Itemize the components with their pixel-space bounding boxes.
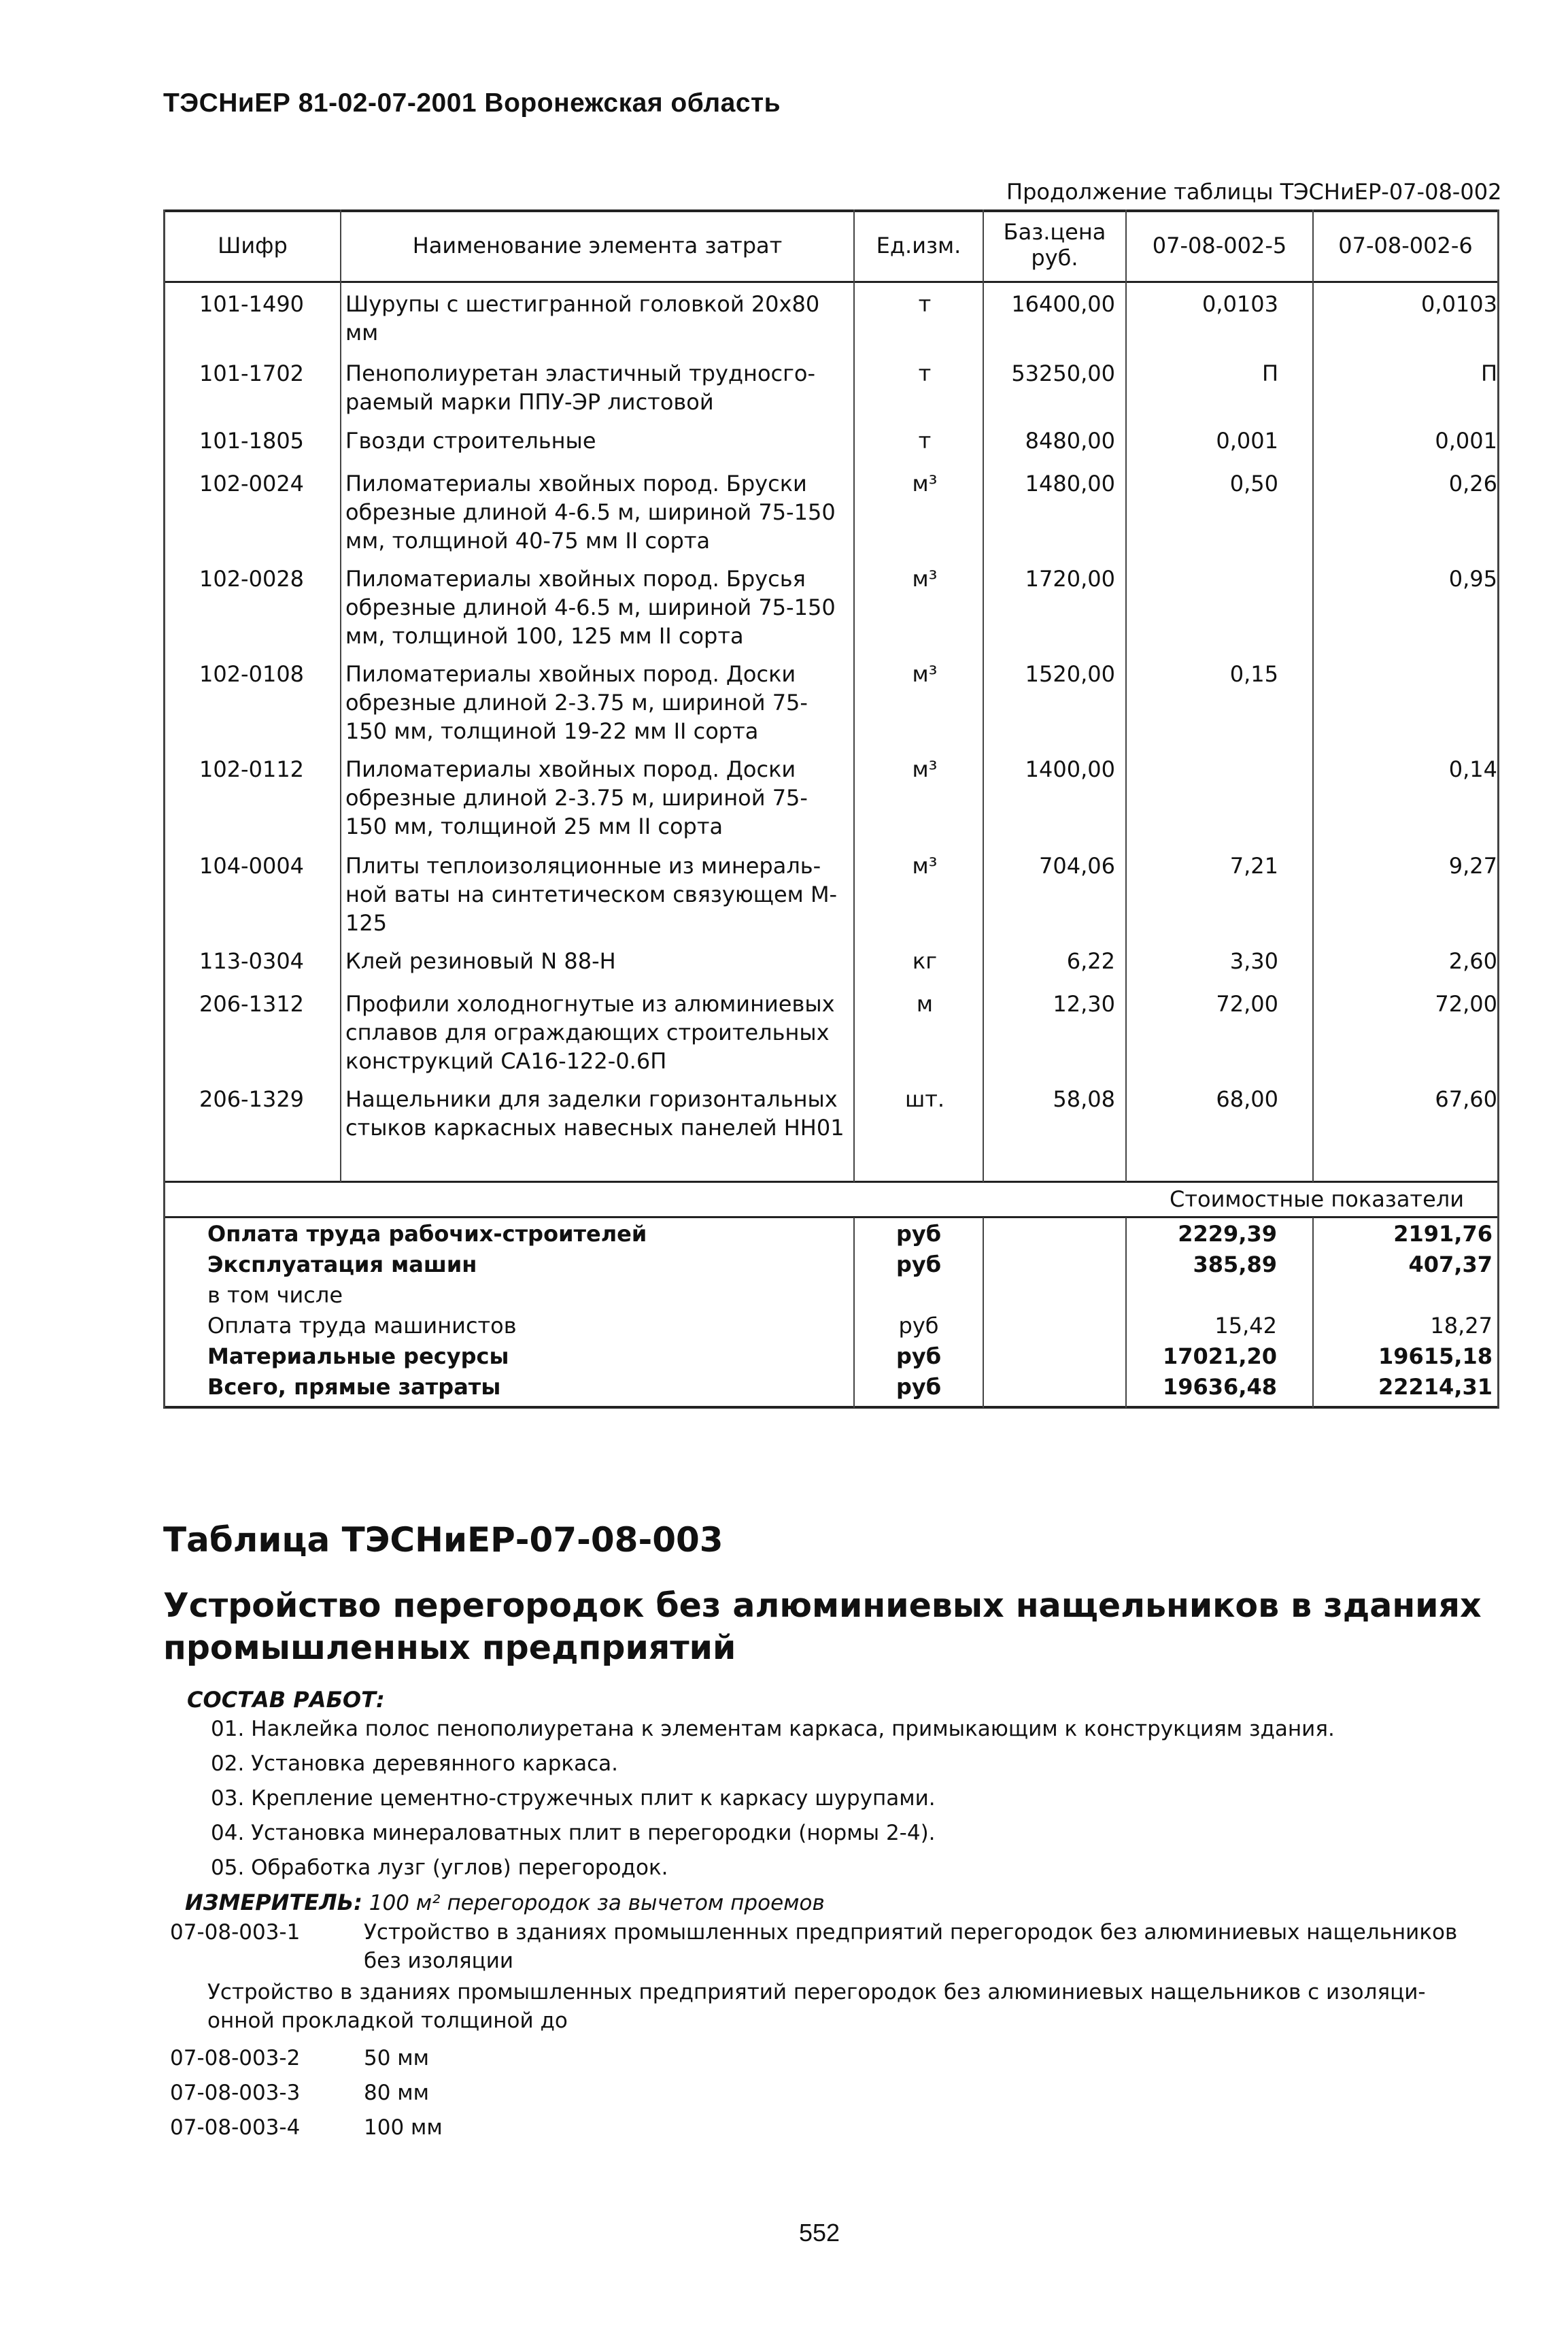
document-header: ТЭСНиЕР 81-02-07-2001 Воронежская область [163,88,781,118]
summary-value-col1: 19636,48 [1162,1374,1277,1400]
summary-value-col2: 19615,18 [1378,1343,1493,1369]
row-code: 206-1312 [199,991,305,1017]
row-name-line: Пиломатериалы хвойных пород. Доски [345,661,796,687]
work-item: 01. Наклейка полос пенополиуретана к элементам каркаса, примыкающим к конструкциям здания. [211,1717,1335,1741]
row-code: 102-0112 [199,756,305,782]
row-price: 16400,00 [1011,291,1115,317]
summary-value-col2: 2191,76 [1393,1221,1493,1247]
row-name [345,426,859,455]
cost-header-divider [163,1216,1499,1218]
row-unit: м³ [912,661,938,687]
summary-unit: руб [896,1221,942,1247]
col-divider-v1-summary [1312,1217,1314,1408]
subitem-text: 80 мм [364,2081,430,2105]
work-item: 04. Установка минераловатных плит в перегородки (нормы 2-4). [211,1821,936,1845]
subitem-text: 100 мм [364,2115,443,2140]
row-unit: т [918,291,932,317]
row-name-line: Пиломатериалы хвойных пород. Брусья [345,566,806,592]
summary-unit: руб [896,1374,942,1400]
row-price: 1400,00 [1025,756,1115,782]
row-value-col2: 0,95 [1448,566,1497,592]
row-price: 1480,00 [1025,471,1115,497]
row-unit: м³ [912,566,938,592]
measure-line [185,1889,825,1915]
row-unit: кг [912,948,938,974]
row-code: 101-1702 [199,360,305,386]
row-code: 102-0108 [199,661,305,687]
row-unit: м³ [912,853,938,879]
row-name-line: Пенополиуретан эластичный трудносго- [345,360,816,386]
summary-value-col1: 15,42 [1214,1313,1277,1339]
row-name-line: 150 мм, толщиной 19-22 мм II сорта [345,718,759,744]
row-unit: м [916,991,934,1017]
row-price: 58,08 [1053,1086,1115,1112]
summary-unit: руб [898,1313,939,1339]
summary-value-col2: 18,27 [1430,1313,1493,1339]
row-value-col2: 0,001 [1435,428,1497,454]
row-name-line: мм [345,320,379,346]
row-price: 1520,00 [1025,661,1115,687]
row-value-col1: 0,15 [1229,661,1278,687]
row-name [345,660,859,745]
row-price: 53250,00 [1011,360,1115,386]
row-value-col2: 9,27 [1448,853,1497,879]
row-value-col2: 0,14 [1448,756,1497,782]
row-name [345,755,859,841]
row-name-line: конструкций СА16-122-0.6П [345,1048,667,1074]
table-header-divider [163,281,1499,283]
row-name-line: раемый марки ППУ-ЭР листовой [345,389,714,415]
item-description-line: без изоляции [364,1949,513,1973]
row-name [345,290,859,347]
summary-value-col1: 385,89 [1193,1252,1277,1277]
row-value-col1: 7,21 [1229,853,1278,879]
col-divider-code [340,209,341,1182]
work-item: 02. Установка деревянного каркаса. [211,1751,619,1776]
row-name-line: мм, толщиной 40-75 мм II сорта [345,528,711,554]
summary-label: Всего, прямые затраты [207,1374,501,1400]
row-unit: т [918,360,932,386]
row-price: 8480,00 [1025,428,1115,454]
summary-value-col2: 407,37 [1408,1252,1493,1277]
row-name-line: обрезные длиной 2-3.75 м, шириной 75- [345,785,808,811]
row-unit: шт. [904,1086,945,1112]
measure-label: ИЗМЕРИТЕЛЬ: [185,1889,362,1915]
group-description-line: онной прокладкой толщиной до [207,2009,568,2033]
row-name-line: обрезные длиной 2-3.75 м, шириной 75- [345,690,808,716]
table-left-border [163,209,165,1408]
row-unit: м³ [912,471,938,497]
row-name-line: 150 мм, толщиной 25 мм II сорта [345,813,723,839]
header-price-line1: Баз.цена [1003,219,1106,245]
row-price: 1720,00 [1025,566,1115,592]
row-name-line: сплавов для ограждающих строительных [345,1020,830,1045]
row-code: 102-0028 [199,566,305,592]
subitem-code: 07-08-003-3 [170,2081,301,2105]
work-item: 05. Обработка лузг (углов) перегородок. [211,1855,668,1880]
row-code: 101-1805 [199,428,305,454]
summary-label: Оплата труда рабочих-строителей [207,1221,647,1247]
summary-unit: руб [896,1343,942,1369]
summary-label: Оплата труда машинистов [207,1313,517,1339]
col-divider-unit [983,209,984,1182]
row-value-col2: 0,26 [1448,471,1497,497]
row-price: 704,06 [1039,853,1115,879]
summary-unit: руб [896,1252,942,1277]
row-value-col1: 72,00 [1216,991,1278,1017]
works-label: СОСТАВ РАБОТ: [187,1687,385,1713]
header-code: Шифр [218,233,288,258]
item-description [364,1918,1506,1975]
row-name-line: Гвозди строительные [345,428,596,454]
row-name [345,1085,859,1142]
summary-label: Материальные ресурсы [207,1343,509,1369]
table-continuation-note: Продолжение таблицы ТЭСНиЕР-07-08-002 [1006,179,1502,205]
summary-label: Эксплуатация машин [207,1252,477,1277]
table-body-divider [163,1181,1499,1183]
row-name-line: Нащельники для заделки горизонтальных [345,1086,838,1112]
row-name-line: ной ваты на синтетическом связующем М- [345,881,838,907]
subitem-code: 07-08-003-2 [170,2046,301,2070]
row-value-col2: 67,60 [1435,1086,1497,1112]
header-name: Наименование элемента затрат [412,233,783,258]
row-code: 101-1490 [199,291,305,317]
section-table-title: Таблица ТЭСНиЕР-07-08-003 [163,1520,723,1560]
summary-label: в том числе [207,1282,343,1308]
group-description [207,1978,1499,2035]
row-price: 12,30 [1053,991,1115,1017]
subitem-text: 50 мм [364,2046,430,2070]
row-name-line: Пиломатериалы хвойных пород. Бруски [345,471,807,497]
subitem-code: 07-08-003-4 [170,2115,301,2140]
work-item: 03. Крепление цементно-стружечных плит к каркасу шурупами. [211,1786,936,1811]
header-col2: 07-08-002-6 [1338,233,1473,258]
header-price [984,219,1125,271]
measure-text: 100 м² перегородок за вычетом проемов [369,1891,825,1915]
header-unit: Ед.изм. [876,233,961,258]
header-price-line2: руб. [1031,245,1078,271]
row-name-line: стыков каркасных навесных панелей НН01 [345,1115,845,1141]
row-name-line: мм, толщиной 100, 125 мм II сорта [345,623,744,649]
row-name-line: Клей резиновый N 88-Н [345,948,616,974]
row-price: 6,22 [1066,948,1115,974]
row-name-line: Плиты теплоизоляционные из минераль- [345,853,821,879]
row-code: 104-0004 [199,853,305,879]
row-value-col1: 3,30 [1229,948,1278,974]
row-name-line: обрезные длиной 4-6.5 м, шириной 75-150 [345,499,836,525]
table-bottom-border [163,1406,1499,1409]
summary-value-col2: 22214,31 [1378,1374,1493,1400]
table-right-border [1497,209,1499,1408]
row-value-col1: 0,001 [1216,428,1278,454]
col-divider-v1 [1312,209,1314,1182]
row-value-col1: 0,50 [1229,471,1278,497]
row-name [345,469,859,555]
row-value-col2: 2,60 [1448,948,1497,974]
col-divider-price [1125,209,1127,1182]
row-value-col2: 0,0103 [1421,291,1497,317]
row-name-line: обрезные длиной 4-6.5 м, шириной 75-150 [345,594,836,620]
cost-indicators-header: Стоимостные показатели [1170,1186,1464,1212]
row-value-col1: 68,00 [1216,1086,1278,1112]
group-description-line: Устройство в зданиях промышленных предприятий перегородок без алюминиевых нащельников с изоляци- [207,1980,1426,2004]
row-name [345,852,859,937]
row-value-col2: П [1480,360,1497,386]
row-value-col1: П [1261,360,1278,386]
table-top-border [163,209,1499,212]
row-code: 113-0304 [199,948,305,974]
col-divider-unit-summary [983,1217,984,1408]
row-name [345,359,859,416]
row-name [345,565,859,650]
row-name-line: Профили холодногнутые из алюминиевых [345,991,835,1017]
summary-value-col1: 17021,20 [1162,1343,1277,1369]
item-code: 07-08-003-1 [170,1920,301,1945]
col-divider-price-summary [1125,1217,1127,1408]
row-value-col2: 72,00 [1435,991,1497,1017]
row-code: 206-1329 [199,1086,305,1112]
section-subtitle: Устройство перегородок без алюминиевых нащельников в зданиях промышленных предприятий [163,1586,1482,1667]
page-number: 552 [799,2219,840,2247]
row-unit: т [918,428,932,454]
row-code: 102-0024 [199,471,305,497]
row-value-col1: 0,0103 [1202,291,1278,317]
row-name-line: Пиломатериалы хвойных пород. Доски [345,756,796,782]
row-unit: м³ [912,756,938,782]
row-name-line: 125 [345,910,388,936]
summary-value-col1: 2229,39 [1178,1221,1277,1247]
row-name-line: Шурупы с шестигранной головкой 20x80 [345,291,820,317]
row-name [345,947,859,975]
header-col1: 07-08-002-5 [1152,233,1287,258]
row-name [345,990,859,1075]
item-description-line: Устройство в зданиях промышленных предприятий перегородок без алюминиевых нащельников [364,1920,1458,1945]
